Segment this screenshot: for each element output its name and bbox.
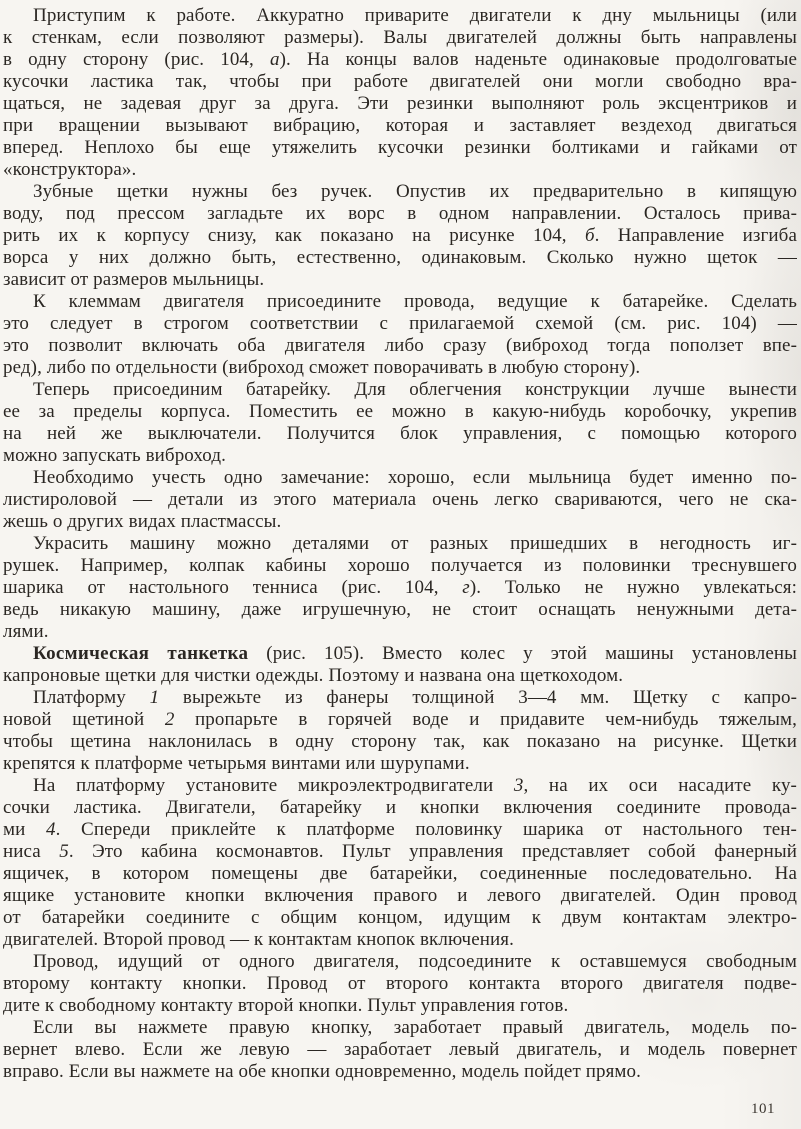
page-text	[3, 5, 797, 1083]
text-line: вперед. Неплохо бы еще утяжелить кусочки резинки болтиками и гайками от	[3, 137, 797, 158]
text-line: Зубные щетки нужны без ручек. Опустив их предварительно в кипящую	[33, 181, 797, 202]
paragraph	[3, 467, 797, 533]
text-line: к стенкам, если позволяют размеры). Валы двигателей должны быть направлены	[3, 27, 797, 48]
text-line: рушек. Например, колпак кабины хорошо получается из половинки треснувшего	[3, 555, 797, 576]
text-line: шарика от настольного тенниса (рис. 104, г). Только не нужно увлекаться:	[3, 577, 797, 598]
text-line: при вращении вызывают вибрацию, которая и заставляет вездеход двигаться	[3, 115, 797, 136]
paragraph	[3, 379, 797, 467]
text-line: ведь никакую машину, даже игрушечную, не стоит оснащать ненужными дета-	[3, 599, 797, 620]
text-line: ящичек, в котором помещены две батарейки, соединенные последовательно. На	[3, 863, 797, 884]
paragraph	[3, 291, 797, 379]
paragraph	[3, 181, 797, 291]
paragraph	[3, 1017, 797, 1083]
text-line: Необходимо учесть одно замечание: хорошо, если мыльница будет именно по-	[33, 467, 797, 488]
paragraph	[3, 687, 797, 775]
paragraph	[3, 5, 797, 181]
text-line: лями.	[3, 621, 49, 642]
text-line: в одну сторону (рис. 104, а). На концы валов наденьте одинаковые продолговатые	[3, 49, 797, 70]
text-line: двигателей. Второй провод — к контактам кнопок включения.	[3, 929, 514, 950]
text-line: сочки ластика. Двигатели, батарейку и кнопки включения соедините провода-	[3, 797, 797, 818]
paragraph	[3, 775, 797, 951]
text-line: ред), либо по отдельности (виброход сможет поворачивать в любую сторону).	[3, 357, 641, 378]
text-line: это следует в строгом соответствии с прилагаемой схемой (см. рис. 104) —	[3, 313, 797, 334]
text-line: можно запускать виброход.	[3, 445, 226, 466]
text-line: от батарейки соедините с общим концом, идущим к двум контактам электро-	[3, 907, 797, 928]
text-line: второму контакту кнопки. Провод от второго контакта второго двигателя подве-	[3, 973, 797, 994]
text-line: это позволит включать оба двигателя либо сразу (виброход тогда поползет впе-	[3, 335, 797, 356]
text-line: щаться, не задевая друг за друга. Эти резинки выполняют роль эксцентриков и	[3, 93, 797, 114]
text-line: «конструктора».	[3, 159, 137, 180]
text-line: На платформу установите микроэлектродвигатели 3, на их оси насадите ку-	[33, 775, 797, 796]
text-line: зависит от размеров мыльницы.	[3, 269, 265, 290]
text-line: капроновые щетки для чистки одежды. Поэтому и названа она щеткоходом.	[3, 665, 624, 686]
text-line: Украсить машину можно деталями от разных пришедших в негодность иг-	[33, 533, 797, 554]
text-line: воду, под прессом загладьте их ворс в одном направлении. Осталось прива-	[3, 203, 797, 224]
text-line: Провод, идущий от одного двигателя, подсоедините к оставшемуся свободным	[33, 951, 797, 972]
text-line: кусочки ластика так, чтобы при работе двигателей они могли свободно вра-	[3, 71, 797, 92]
text-line: ворса у них должно быть, естественно, одинаковым. Сколько нужно щеток —	[3, 247, 797, 268]
text-line: Теперь присоединим батарейку. Для облегчения конструкции лучше вынести	[33, 379, 797, 400]
text-line: крепятся к платформе четырьмя винтами или шурупами.	[3, 753, 470, 774]
text-line: жешь о других видах пластмассы.	[3, 511, 282, 532]
text-line: ниса 5. Это кабина космонавтов. Пульт управления представляет собой фанерный	[3, 841, 797, 862]
text-line: ми 4. Спереди приклейте к платформе половинку шарика от настольного тен-	[3, 819, 797, 840]
text-line: Космическая танкетка (рис. 105). Вместо колес у этой машины установлены	[33, 643, 797, 664]
text-line: на ней же выключатели. Получится блок управления, с помощью которого	[3, 423, 797, 444]
text-line: новой щетиной 2 пропарьте в горячей воде и придавите чем-нибудь тяжелым,	[3, 709, 797, 730]
paragraph	[3, 643, 797, 687]
paragraph	[3, 951, 797, 1017]
text-line: Платформу 1 вырежьте из фанеры толщиной 3—4 мм. Щетку с капро-	[33, 687, 797, 708]
page-number: 101	[751, 1101, 775, 1117]
text-line: листироловой — детали из этого материала очень легко свариваются, чего не ска-	[3, 489, 797, 510]
text-line: вправо. Если вы нажмете на обе кнопки одновременно, модель пойдет прямо.	[3, 1061, 642, 1082]
text-line: Если вы нажмете правую кнопку, заработает правый двигатель, модель по-	[33, 1017, 797, 1038]
text-line: К клеммам двигателя присоедините провода, ведущие к батарейке. Сделать	[33, 291, 797, 312]
text-line: вернет влево. Если же левую — заработает левый двигатель, и модель повернет	[3, 1039, 797, 1060]
text-line: чтобы щетина наклонилась в одну сторону так, как показано на рисунке. Щетки	[3, 731, 797, 752]
paragraph	[3, 533, 797, 643]
text-line: ее за пределы корпуса. Поместить ее можно в какую-нибудь коробочку, укрепив	[3, 401, 797, 422]
text-line: ящике установите кнопки включения правого и левого двигателей. Один провод	[3, 885, 797, 906]
text-line: рить их к корпусу снизу, как показано на рисунке 104, б. Направление изгиба	[3, 225, 797, 246]
text-line: Приступим к работе. Аккуратно приварите двигатели к дну мыльницы (или	[33, 5, 797, 26]
text-line: дите к свободному контакту второй кнопки. Пульт управления готов.	[3, 995, 569, 1016]
